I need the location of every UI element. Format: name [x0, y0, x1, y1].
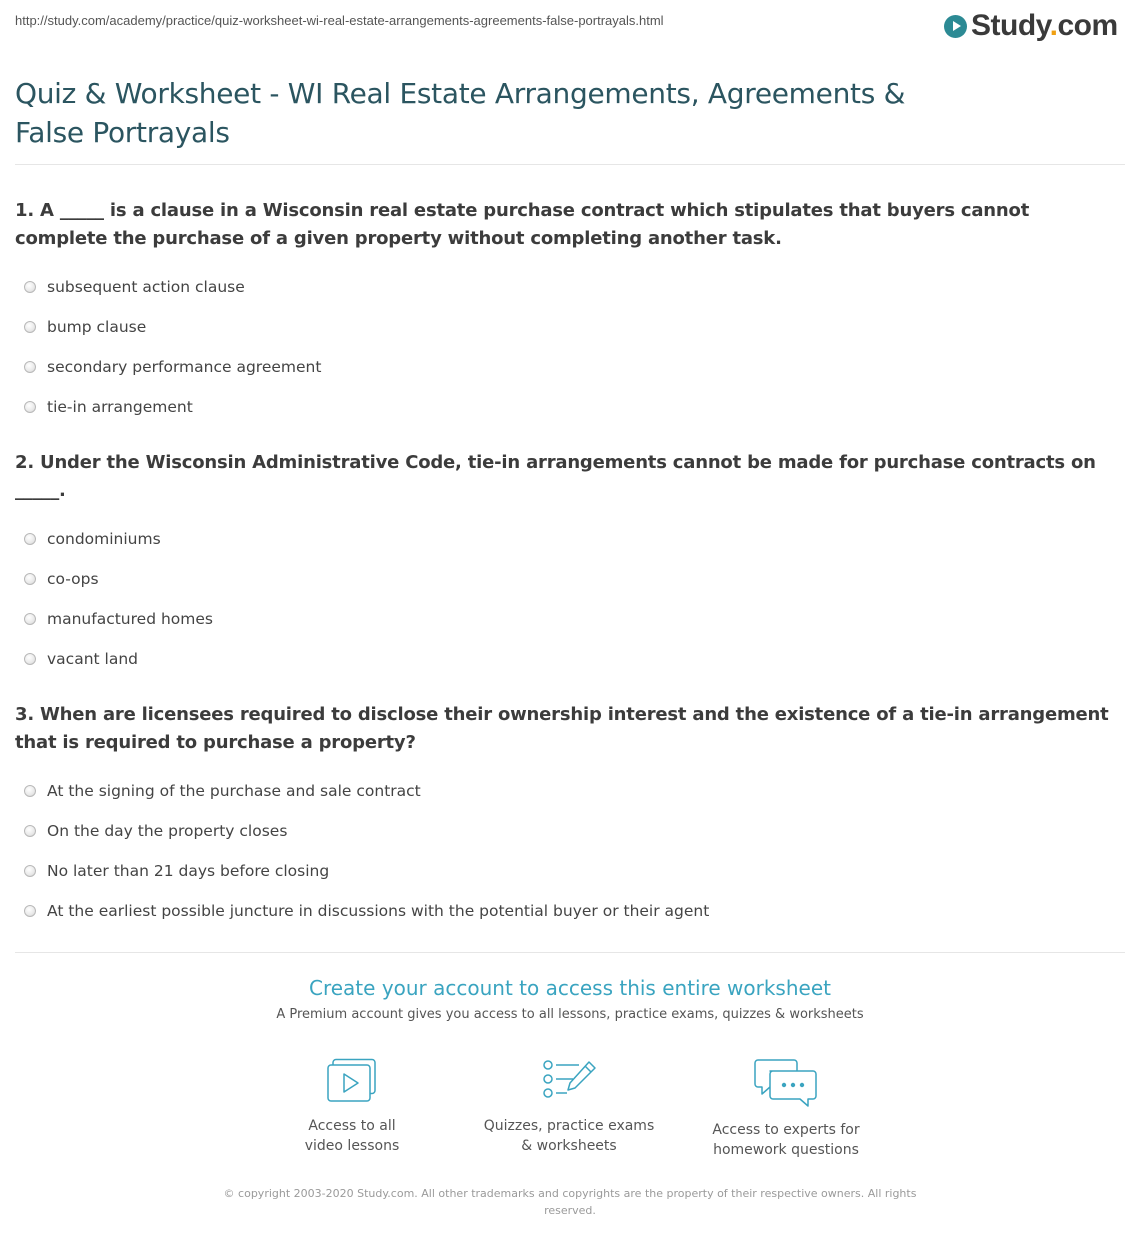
answer-option[interactable] — [15, 347, 1120, 387]
question-2 — [15, 449, 1120, 679]
answer-option[interactable] — [15, 267, 1120, 307]
question-text: 2. Under the Wisconsin Administrative Code, tie-in arrangements cannot be made for purchase contracts on _____. — [15, 452, 1096, 501]
question-3 — [15, 701, 1120, 931]
answer-label: manufactured homes — [47, 610, 213, 628]
radio-icon[interactable] — [24, 361, 36, 373]
page-url: http://study.com/academy/practice/quiz-worksheet-wi-real-estate-arrangements-agreements-false-portrayals.html — [15, 13, 664, 28]
answer-label: condominiums — [47, 530, 161, 548]
cta-title-link[interactable]: Create your account to access this entire worksheet — [309, 976, 831, 1000]
radio-icon[interactable] — [24, 825, 36, 837]
answer-label: subsequent action clause — [47, 278, 245, 296]
answer-label: No later than 21 days before closing — [47, 862, 330, 880]
feature-label: Access to all video lessons — [304, 1118, 400, 1154]
answer-label: bump clause — [47, 318, 147, 336]
answer-list — [15, 771, 1120, 931]
answer-list — [15, 519, 1120, 679]
study-logo[interactable] — [944, 6, 1118, 46]
divider — [15, 164, 1125, 165]
divider — [15, 952, 1125, 953]
copyright: © copyright 2003-2020 Study.com. All other trademarks and copyrights are the property of their respective owners. All rights reserved. — [223, 1187, 917, 1217]
answer-option[interactable] — [15, 891, 1120, 931]
question-text: 3. When are licensees required to disclose their ownership interest and the existence of a tie-in arrangement that is required to purchase a property? — [15, 704, 1109, 753]
experts-chat-icon — [754, 1058, 818, 1108]
feature-label: Access to experts for homework questions — [712, 1122, 860, 1158]
logo-text: Study.com — [971, 9, 1118, 42]
answer-option[interactable] — [15, 771, 1120, 811]
answer-label: co-ops — [47, 570, 99, 588]
feature-label: Quizzes, practice exams & worksheets — [483, 1118, 655, 1154]
feature-experts — [686, 1058, 886, 1160]
question-text: 1. A _____ is a clause in a Wisconsin real estate purchase contract which stipulates that buyers cannot complete the purchase of a given property without completing another task. — [15, 200, 1030, 249]
page-title: Quiz & Worksheet - WI Real Estate Arrangements, Agreements & False Portrayals — [15, 77, 906, 149]
feature-video-lessons — [252, 1058, 452, 1156]
answer-option[interactable] — [15, 811, 1120, 851]
answer-label: tie-in arrangement — [47, 398, 193, 416]
answer-option[interactable] — [15, 599, 1120, 639]
question-1 — [15, 197, 1120, 427]
radio-icon[interactable] — [24, 401, 36, 413]
radio-icon[interactable] — [24, 865, 36, 877]
radio-icon[interactable] — [24, 905, 36, 917]
radio-icon[interactable] — [24, 613, 36, 625]
answer-label: secondary performance agreement — [47, 358, 322, 376]
play-logo-icon — [944, 15, 967, 38]
answer-label: vacant land — [47, 650, 138, 668]
answer-option[interactable] — [15, 387, 1120, 427]
radio-icon[interactable] — [24, 321, 36, 333]
feature-quizzes — [469, 1058, 669, 1156]
quizzes-icon — [541, 1058, 597, 1104]
cta-subtitle: A Premium account gives you access to all lessons, practice exams, quizzes & worksheets — [276, 1007, 864, 1022]
answer-option[interactable] — [15, 559, 1120, 599]
answer-option[interactable] — [15, 307, 1120, 347]
answer-label: At the earliest possible juncture in discussions with the potential buyer or their agent — [47, 902, 710, 920]
answer-list — [15, 267, 1120, 427]
answer-option[interactable] — [15, 639, 1120, 679]
video-lessons-icon — [326, 1058, 378, 1104]
radio-icon[interactable] — [24, 281, 36, 293]
radio-icon[interactable] — [24, 653, 36, 665]
signup-cta — [0, 974, 1140, 1024]
answer-label: At the signing of the purchase and sale contract — [47, 782, 421, 800]
answer-option[interactable] — [15, 519, 1120, 559]
radio-icon[interactable] — [24, 785, 36, 797]
answer-label: On the day the property closes — [47, 822, 288, 840]
radio-icon[interactable] — [24, 533, 36, 545]
radio-icon[interactable] — [24, 573, 36, 585]
answer-option[interactable] — [15, 851, 1120, 891]
